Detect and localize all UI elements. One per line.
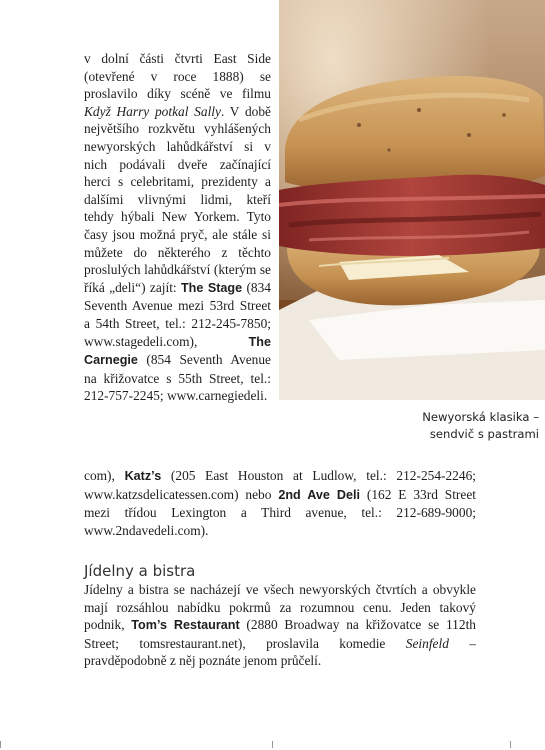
full-text-1: com), [84,468,125,483]
section-text-3: – pravděpodobně z něj poznáte jenom průčelí. [84,635,477,669]
bistro-paragraph [84,581,476,670]
crop-mark-left [0,741,1,748]
crop-mark-right [510,741,511,748]
deli-name-carnegie: The Carnegie [84,334,271,368]
caption-line-2: sendvič s pastrami [429,427,539,441]
section-heading: Jídelny a bistra [84,562,196,580]
photo-caption [279,409,545,443]
full-text-3: (162 E 33rd Street mezi třídou Lexington a Third avenue, tel.: 212-689-9000; www.2ndavedeli.com). [84,486,477,538]
movie-title: Když Harry potkal Sally [84,103,221,119]
deli-paragraph-continuation [84,467,476,539]
restaurant-name-toms: Tom’s Restaurant [131,618,240,633]
deli-name-2nd-ave: 2nd Ave Deli [278,487,361,502]
deli-name-katz: Katz’s [124,469,162,483]
column-text-3: (834 Seventh Avenue mezi 53rd Street a 54th Street, tel.: 212-245-7850; www.stagedeli.com), [84,279,271,349]
caption-line-1: Newyorská klasika – [422,410,539,424]
show-title: Seinfeld [405,635,449,651]
section-text-2: (2880 Broadway na křižovatce se 112th Street; tomsrestaurant.net), proslavila komedie [84,617,476,651]
deli-paragraph-column [84,50,271,405]
crop-mark-center [272,741,273,748]
deli-name-stage: The Stage [180,280,243,295]
column-text-2: . V době největšího rozkvětu vyhlášených newyorských lahůdkářství si v nich podávali dveře začínající herci s celebritami, prezidenty a dalšími vlivnými lidmi, kteří tehdy hýbali New Yorkem. Tyto časy jsou možná pryč, ale stále si můžete do některého z těchto proslulých lahůdkářství (kterým se říká „deli“) zajít: [84,103,271,295]
full-text-2: (205 East Houston at Ludlow, tel.: 212-254-2246; www.katzsdelicatessen.com) nebo [84,468,476,502]
section-text-1: Jídelny a bistra se nacházejí ve všech newyorských čtvrtích a obvykle mají rozsáhlou nabídku pokrmů za rozumnou cenu. Jeden takový podnik, [84,582,476,633]
column-text-4: (854 Seventh Avenue na křižovatce s 55th Street, tel.: 212-757-2245; www.carnegiedeli. [84,352,271,404]
column-text-1: v dolní části čtvrti East Side (otevřené v roce 1888) se proslavilo díky scéně ve filmu [84,51,271,102]
pastrami-sandwich-photo [279,0,545,400]
